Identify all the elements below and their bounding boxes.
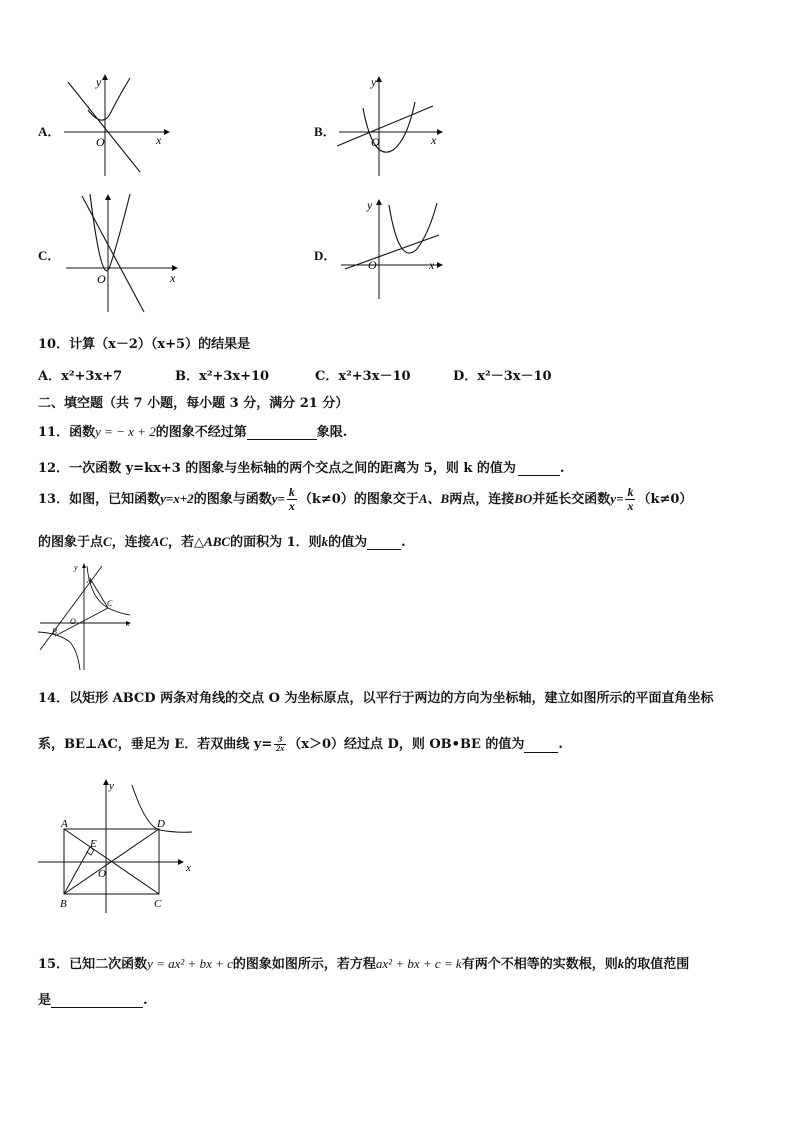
option-d-x-label: x <box>429 258 435 272</box>
q15-line1 <box>38 953 689 972</box>
q13-abc: ABC <box>204 534 231 549</box>
q13-k: k <box>321 534 329 549</box>
option-d-label: D． <box>314 248 337 263</box>
option-b-y-label: y <box>371 75 377 89</box>
q13-pt-c: C <box>103 534 112 549</box>
q15-p2: 的图象如图所示，若方程 <box>232 957 376 972</box>
q14-frac-den: 2x <box>276 744 285 753</box>
q15-answer-blank[interactable] <box>51 995 143 1008</box>
q10-option-b: B．x²+3x+10 <box>175 369 270 384</box>
q13-answer-blank[interactable] <box>367 537 401 550</box>
option-c-x-label: x <box>170 271 176 285</box>
q14-frac-num: 3 <box>274 736 286 745</box>
q13-y-eq-2: y= <box>610 491 624 506</box>
q12-answer-blank[interactable] <box>518 463 560 476</box>
q13-p5: 两点，连接 <box>449 492 515 507</box>
q10-stem: 10．计算（x－2）（x+5）的结果是 <box>38 337 251 352</box>
q14-fig-d-label: D <box>157 818 165 830</box>
q14-fig-a-label: A <box>61 818 68 830</box>
option-c-label: C． <box>38 248 61 263</box>
q14-fig-o-label: O <box>98 868 106 880</box>
q15-f1: y = ax² + bx + c <box>147 956 233 971</box>
option-d-origin-label: O <box>368 258 377 272</box>
option-b-origin-label: O <box>371 135 380 149</box>
q13-p3: 的图象交于 <box>353 492 419 507</box>
option-a-x-label: x <box>156 133 162 147</box>
q14-fig-c-label: C <box>154 898 162 910</box>
q14-answer-blank[interactable] <box>524 740 558 753</box>
q13-end: . <box>401 535 406 550</box>
option-d-graph <box>335 195 450 300</box>
q10-option-d: D．x²－3x－10 <box>453 369 552 384</box>
section-heading: 二、填空题（共 7 小题，每小题 3 分，满分 21 分） <box>38 396 349 411</box>
q12-end: . <box>559 461 565 476</box>
q13-p4: A、B <box>418 491 450 506</box>
q13-l2-p4: 的面积为 1．则 <box>230 535 322 550</box>
q12 <box>38 457 564 476</box>
q15-line2-text: 是 <box>38 993 52 1008</box>
q13-l2-p5: 的值为 <box>328 535 368 550</box>
q14-l2-p1: 系，BE⊥AC，垂足为 E．若双曲线 y= <box>38 737 273 752</box>
q13-frac-num-2: k <box>627 485 634 499</box>
q13-figure <box>36 560 136 672</box>
q13-line2 <box>38 531 406 550</box>
q13-fig-y-label: y <box>74 563 78 572</box>
option-c-origin-label: O <box>97 272 106 286</box>
q13-l2-p3: ，若△ <box>168 535 205 550</box>
q13-f1: y=x+2 <box>160 491 194 506</box>
q14-end: . <box>558 737 563 752</box>
q14-fraction <box>274 736 286 753</box>
q11-answer-blank[interactable] <box>247 427 317 440</box>
q14-fig-b-label: B <box>60 898 67 910</box>
q13-p6: BO <box>514 491 533 506</box>
q14-fig-e-label: E <box>90 838 97 850</box>
q13-l2-p1: 的图象于点 <box>38 535 104 550</box>
q15-f2: ax² + bx + c = k <box>375 956 462 971</box>
q15-line2 <box>38 989 148 1008</box>
q11-prefix: 11．函数 <box>38 425 96 440</box>
q13-fraction <box>287 486 297 513</box>
q15-p4: 的取值范围 <box>624 957 690 972</box>
q11-end: 象限. <box>316 425 348 440</box>
q13-fig-x-label: x <box>126 619 130 628</box>
q13-y-eq: y= <box>271 491 285 506</box>
q13-p7: 并延长交函数 <box>532 492 611 507</box>
option-a-graph <box>60 72 170 177</box>
q13-frac-num: k <box>288 485 295 499</box>
q15-end: . <box>143 993 148 1008</box>
q13-l2-p2: ，连接 <box>111 535 151 550</box>
q10-option-a: A．x²+3x+7 <box>38 369 123 384</box>
q15-p3: 有两个不相等的实数根，则 <box>461 957 618 972</box>
q12-text: 12．一次函数 y=kx+3 的图象与坐标轴的两个交点之间的距离为 5，则 k 的值为 <box>38 461 516 476</box>
q13-p2: 的图象与函数 <box>193 492 272 507</box>
q10-option-c: C．x²+3x－10 <box>315 369 411 384</box>
q13-p1: 13．如图，已知函数 <box>38 492 161 507</box>
q13-fig-a-label: A <box>87 576 92 585</box>
q13-ac: AC <box>150 534 169 549</box>
option-b-graph <box>335 72 450 177</box>
q14-fig-x-label: x <box>186 862 191 874</box>
q15-p1: 15．已知二次函数 <box>38 957 148 972</box>
option-a-origin-label: O <box>96 135 105 149</box>
q13-cond-2: （k≠0） <box>637 492 693 507</box>
q11-formula: y = − x + 2 <box>95 424 156 439</box>
q13-cond: （k≠0） <box>298 492 354 507</box>
q13-fig-c-label: C <box>107 599 113 608</box>
option-b-label: B． <box>314 124 336 139</box>
q11-suffix: 的图象不经过第 <box>155 425 247 440</box>
option-b-x-label: x <box>431 133 437 147</box>
option-a-label: A． <box>38 124 61 139</box>
q13-line1 <box>38 486 692 513</box>
q14-l2-p2: （x＞0）经过点 D，则 OB•BE 的值为 <box>288 737 525 752</box>
q14-line2 <box>38 733 563 753</box>
q14-fig-y-label: y <box>109 780 114 792</box>
q13-frac-den-2: x <box>627 499 634 513</box>
option-a-y-label: y <box>96 75 102 89</box>
q13-fraction-2 <box>625 486 635 513</box>
option-d-y-label: y <box>367 198 373 212</box>
q14-figure <box>36 775 201 915</box>
q15-k: k <box>617 956 625 971</box>
q11 <box>38 421 347 440</box>
option-c-graph <box>60 190 185 315</box>
q14-line1: 14．以矩形 ABCD 两条对角线的交点 O 为坐标原点，以平行于两边的方向为坐标轴，建立如图所示的平面直角坐标 <box>38 691 714 706</box>
q13-fig-b-label: B <box>52 627 57 636</box>
q13-fig-o-label: O <box>70 617 76 626</box>
q13-frac-den: x <box>288 499 295 513</box>
